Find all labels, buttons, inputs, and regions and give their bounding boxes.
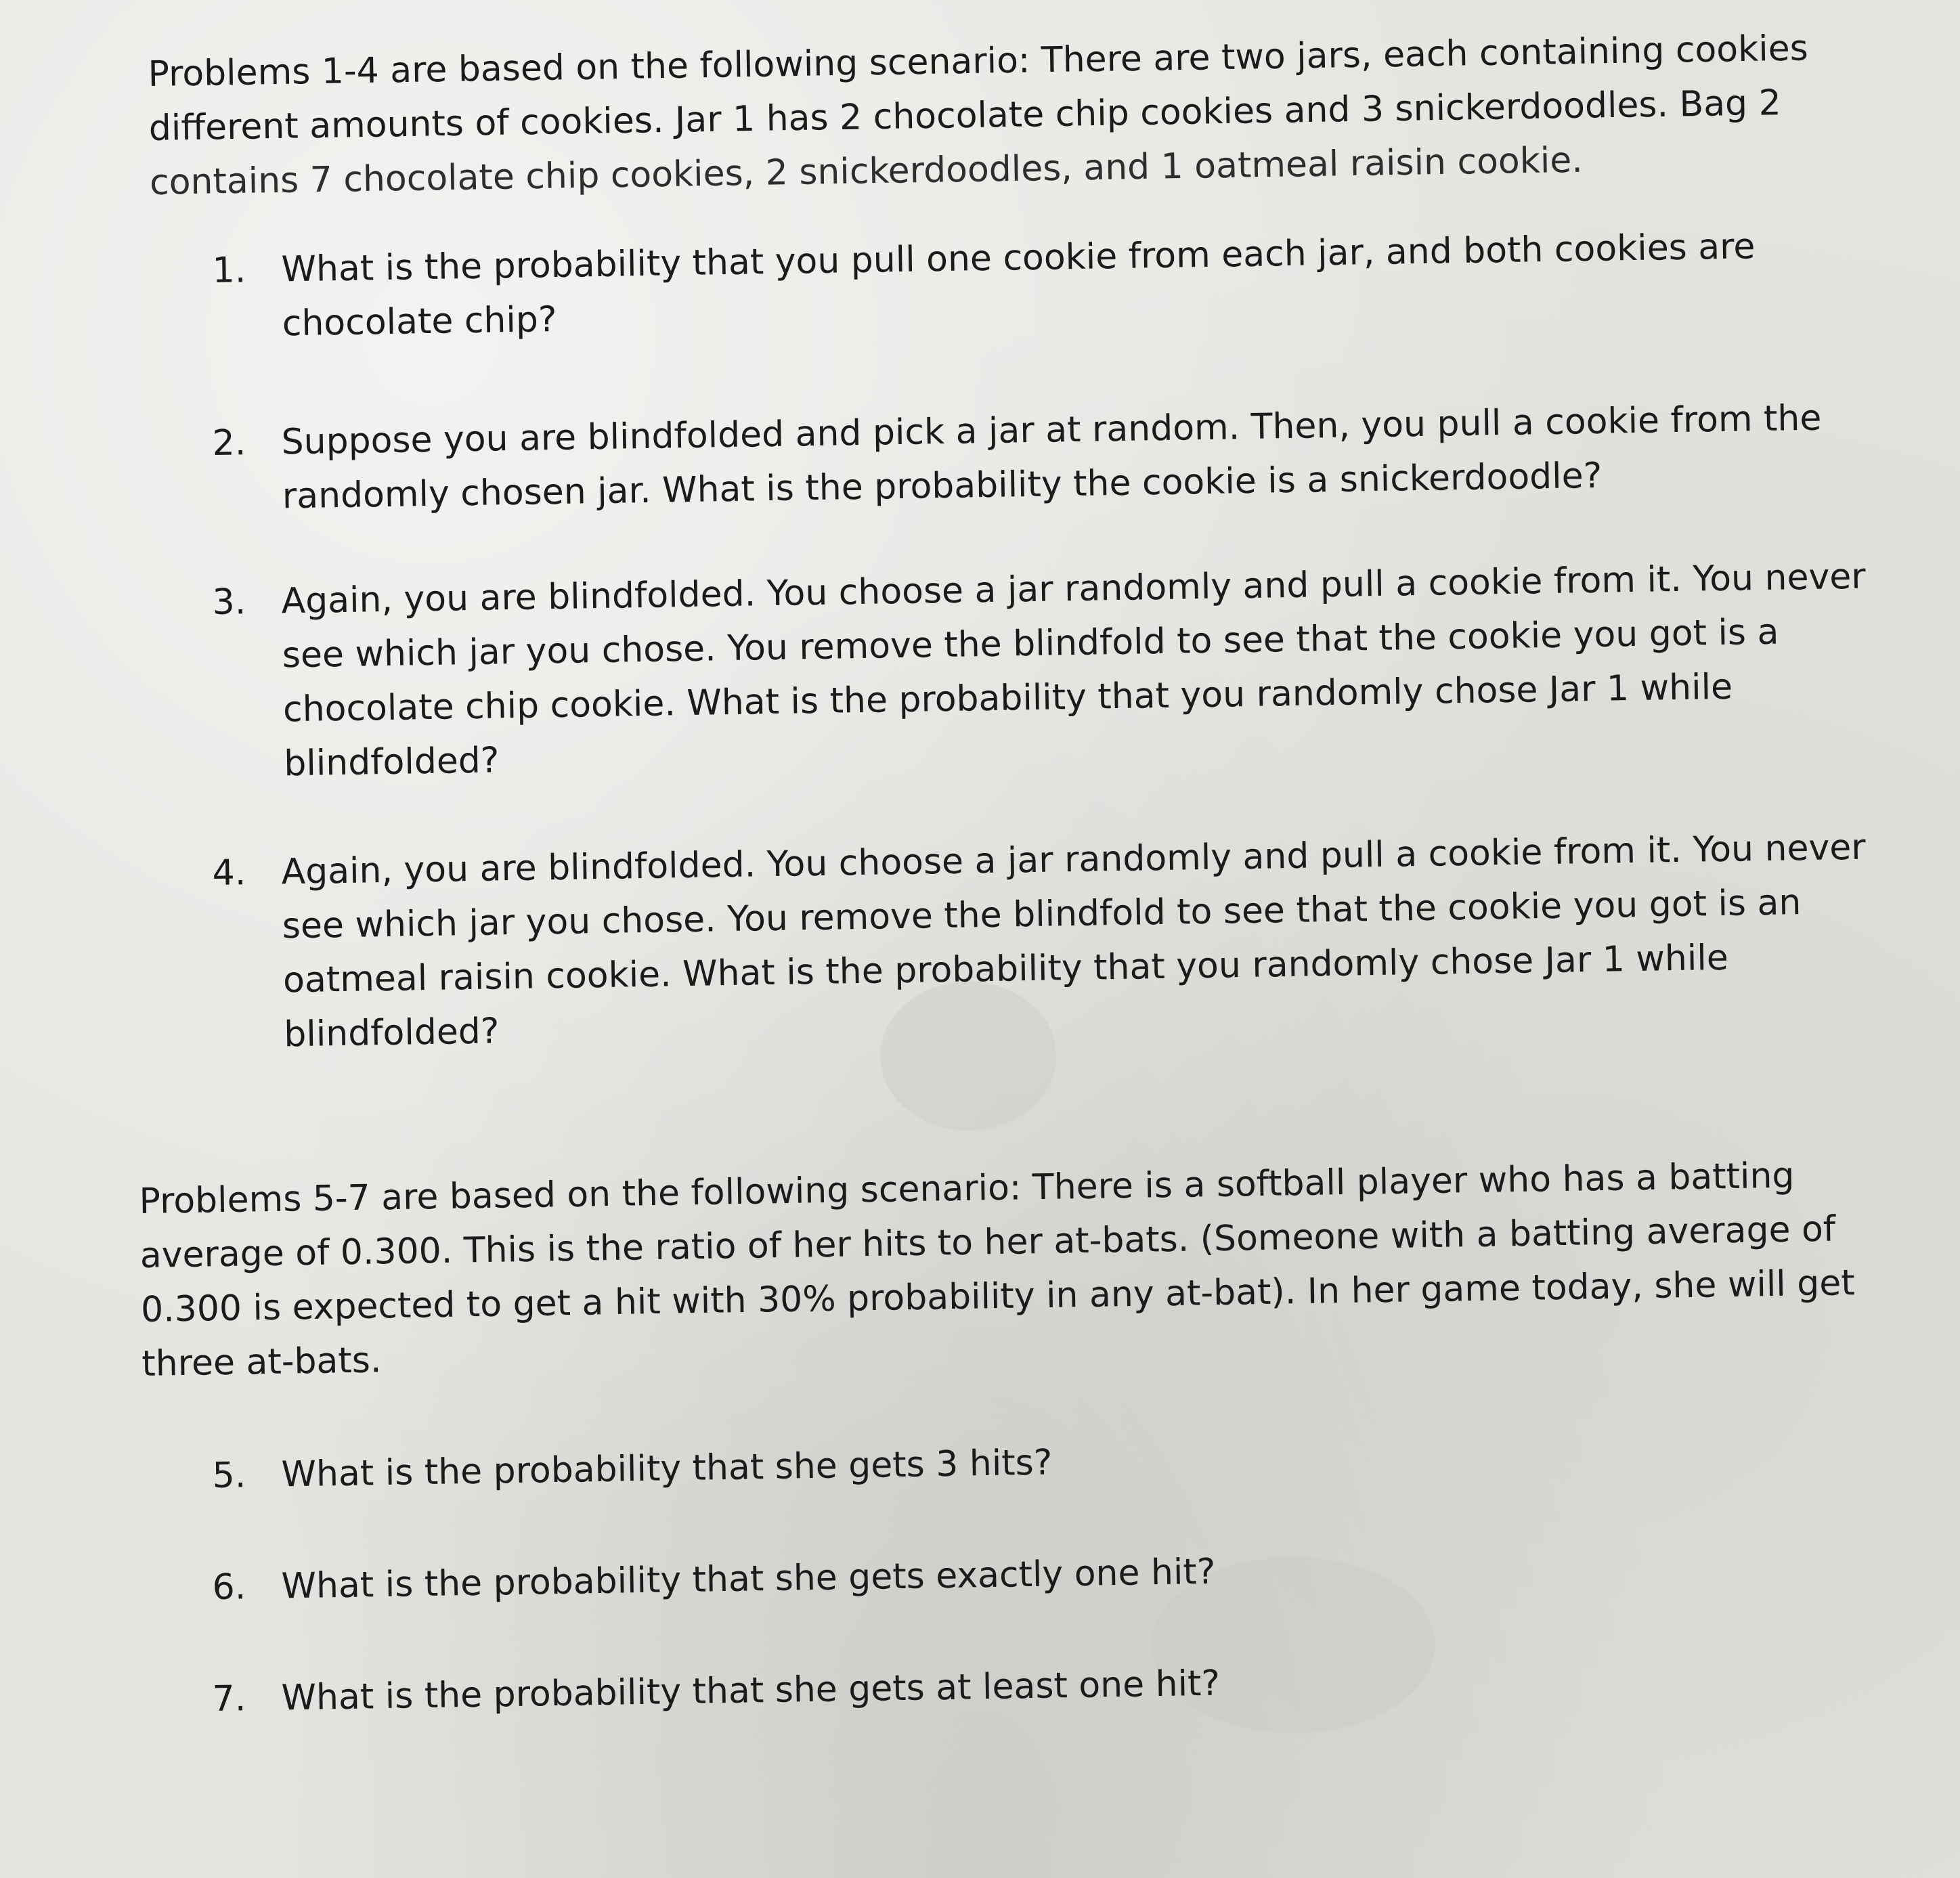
problem-text: Again, you are blindfolded. You choose a jar randomly and pull a cookie from it. You never see which jar you chose. You remove the blindfold to see that the cookie you got is a chocolate chip cookie. What is the probability that you randomly chose Jar 1 while blindfolded? xyxy=(281,556,1867,785)
problem-4 xyxy=(212,819,1930,1063)
problem-number: 1. xyxy=(212,250,246,291)
problem-2 xyxy=(212,389,1928,525)
problem-text: Suppose you are blindfolded and pick a jar at random. Then, you pull a cookie from the randomly chosen jar. What is the probability the cookie is a snickerdoodle? xyxy=(281,397,1822,517)
problem-text: What is the probability that she gets at least one hit? xyxy=(281,1663,1221,1719)
scenario-1-text: Problems 1-4 are based on the following scenario: There are two jars, each containing cookies different amounts of cookies. Jar 1 has 2 chocolate chip cookies and 3 snickerdoodles. Bag 2 xyxy=(148,28,1809,149)
problem-6 xyxy=(212,1533,1927,1615)
problem-7 xyxy=(212,1645,1927,1726)
problem-text: What is the probability that you pull one cookie from each jar, and both cookies are chocolate chip? xyxy=(281,226,1756,345)
problem-number: 3. xyxy=(212,582,246,623)
problem-text: What is the probability that she gets 3 hits? xyxy=(281,1442,1053,1495)
problem-number: 5. xyxy=(212,1455,246,1496)
problem-number: 7. xyxy=(212,1678,246,1720)
problem-number: 6. xyxy=(212,1567,246,1608)
problem-5 xyxy=(212,1422,1927,1503)
problem-number: 2. xyxy=(212,422,246,464)
problem-number: 4. xyxy=(212,852,246,894)
scenario-1-text-end: contains 7 chocolate chip cookies, 2 snickerdoodles, and 1 oatmeal raisin cookie. xyxy=(149,139,1584,203)
problem-text: What is the probability that she gets exactly one hit? xyxy=(281,1551,1216,1607)
problem-text: Again, you are blindfolded. You choose a jar randomly and pull a cookie from it. You never see which jar you chose. You remove the blindfold to see that the cookie you got is an oatmeal raisin cookie. What is the probability that you randomly chose Jar 1 while blindfolded? xyxy=(281,827,1867,1055)
problem-3 xyxy=(212,548,1930,792)
scenario-1-intro xyxy=(148,20,1883,210)
problem-1 xyxy=(212,217,1928,352)
scenario-2-intro: Problems 5-7 are based on the following scenario: There is a softball player who has a batting average of 0.300. This is the ratio of her hits to her at-bats. (Someone with a batting average of 0.300 is expected to get a hit with 30% probability in any at-bat). In her game today, she will get three at-bats. xyxy=(139,1155,1856,1384)
